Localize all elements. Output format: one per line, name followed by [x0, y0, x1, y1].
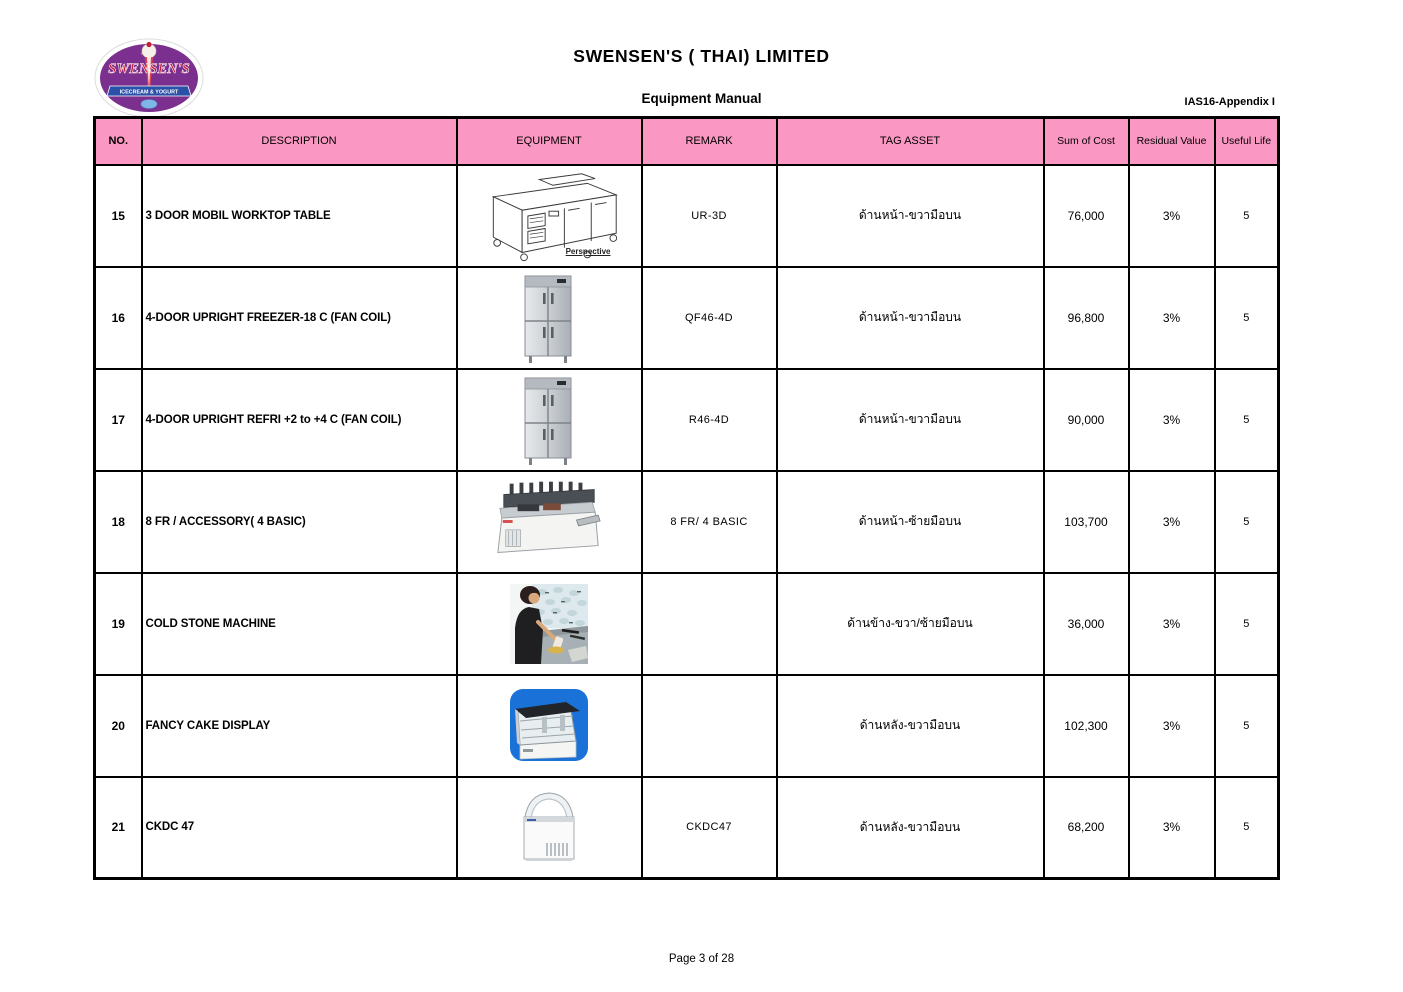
table-row	[95, 573, 1279, 675]
sum-of-cost-cell: 68,200	[1044, 777, 1129, 879]
row-number: 17	[95, 369, 142, 471]
tag-asset-cell: ด้านข้าง-ขวา/ซ้ายมือบน	[777, 573, 1044, 675]
ice-cream-dipping-cabinet-image	[516, 785, 582, 869]
residual-value-cell: 3%	[1129, 573, 1215, 675]
residual-value-cell: 3%	[1129, 369, 1215, 471]
description-cell: 4-DOOR UPRIGHT FREEZER-18 C (FAN COIL)	[142, 267, 457, 369]
fancy-cake-display-image	[508, 687, 590, 765]
column-header-residual-value: Residual Value	[1129, 118, 1215, 165]
equipment-cell	[457, 369, 642, 471]
description-cell: 8 FR / ACCESSORY( 4 BASIC)	[142, 471, 457, 573]
sum-of-cost-cell: 103,700	[1044, 471, 1129, 573]
remark-cell: UR-3D	[642, 165, 777, 267]
useful-life-cell: 5	[1215, 369, 1279, 471]
residual-value-cell: 3%	[1129, 471, 1215, 573]
useful-life-cell: 5	[1215, 573, 1279, 675]
description-cell: 4-DOOR UPRIGHT REFRI +2 to +4 C (FAN COIL)	[142, 369, 457, 471]
remark-cell: QF46-4D	[642, 267, 777, 369]
column-header-tag-asset: TAG ASSET	[777, 118, 1044, 165]
remark-cell: CKDC47	[642, 777, 777, 879]
table-row	[95, 675, 1279, 777]
column-header-description: DESCRIPTION	[142, 118, 457, 165]
useful-life-cell: 5	[1215, 471, 1279, 573]
upright-refrigerator-image	[519, 374, 579, 466]
table-row	[95, 777, 1279, 879]
useful-life-cell: 5	[1215, 675, 1279, 777]
equipment-table	[93, 116, 1280, 880]
cold-stone-machine-image	[510, 584, 588, 664]
residual-value-cell: 3%	[1129, 165, 1215, 267]
column-header-equipment: EQUIPMENT	[457, 118, 642, 165]
residual-value-cell: 3%	[1129, 675, 1215, 777]
row-number: 21	[95, 777, 142, 879]
residual-value-cell: 3%	[1129, 777, 1215, 879]
column-header-remark: REMARK	[642, 118, 777, 165]
sum-of-cost-cell: 36,000	[1044, 573, 1129, 675]
remark-cell	[642, 675, 777, 777]
table-row	[95, 165, 1279, 267]
equipment-cell	[457, 267, 642, 369]
equipment-caption: Perspective	[565, 246, 611, 256]
useful-life-cell: 5	[1215, 777, 1279, 879]
row-number: 18	[95, 471, 142, 573]
description-cell: COLD STONE MACHINE	[142, 573, 457, 675]
row-number: 15	[95, 165, 142, 267]
table-row	[95, 369, 1279, 471]
company-title: SWENSEN'S ( THAI) LIMITED	[573, 46, 830, 66]
useful-life-cell: 5	[1215, 267, 1279, 369]
sum-of-cost-cell: 96,800	[1044, 267, 1129, 369]
equipment-cell	[457, 675, 642, 777]
column-header-no: NO.	[95, 118, 142, 165]
sum-of-cost-cell: 76,000	[1044, 165, 1129, 267]
logo-brand-text: SWENSEN'S	[108, 61, 190, 77]
upright-freezer-image	[519, 272, 579, 364]
tag-asset-cell: ด้านหน้า-ขวามือบน	[777, 267, 1044, 369]
tag-asset-cell: ด้านหลัง-ขวามือบน	[777, 777, 1044, 879]
row-number: 16	[95, 267, 142, 369]
sum-of-cost-cell: 102,300	[1044, 675, 1129, 777]
tag-asset-cell: ด้านหน้า-ขวามือบน	[777, 165, 1044, 267]
document-title: Equipment Manual	[641, 91, 762, 106]
logo-tagline-text: ICECREAM & YOGURT	[119, 89, 179, 96]
tag-asset-cell: ด้านหน้า-ซ้ายมือบน	[777, 471, 1044, 573]
page-number: Page 3 of 28	[668, 953, 735, 965]
equipment-cell	[457, 165, 642, 267]
tag-asset-cell: ด้านหน้า-ขวามือบน	[777, 369, 1044, 471]
residual-value-cell: 3%	[1129, 267, 1215, 369]
remark-cell	[642, 573, 777, 675]
row-number: 19	[95, 573, 142, 675]
equipment-cell	[457, 573, 642, 675]
table-row	[95, 267, 1279, 369]
topping-rail-cabinet-image	[490, 480, 608, 564]
tag-asset-cell: ด้านหลัง-ขวามือบน	[777, 675, 1044, 777]
description-cell: CKDC 47	[142, 777, 457, 879]
table-row	[95, 471, 1279, 573]
description-cell: 3 DOOR MOBIL WORKTOP TABLE	[142, 165, 457, 267]
column-header-useful-life: Useful Life	[1215, 118, 1279, 165]
appendix-label: IAS16-Appendix I	[1184, 96, 1275, 108]
sum-of-cost-cell: 90,000	[1044, 369, 1129, 471]
equipment-cell	[457, 471, 642, 573]
equipment-cell	[457, 777, 642, 879]
table-header-row	[95, 118, 1279, 165]
column-header-sum-of-cost: Sum of Cost	[1044, 118, 1129, 165]
row-number: 20	[95, 675, 142, 777]
remark-cell: R46-4D	[642, 369, 777, 471]
remark-cell: 8 FR/ 4 BASIC	[642, 471, 777, 573]
description-cell: FANCY CAKE DISPLAY	[142, 675, 457, 777]
useful-life-cell: 5	[1215, 165, 1279, 267]
